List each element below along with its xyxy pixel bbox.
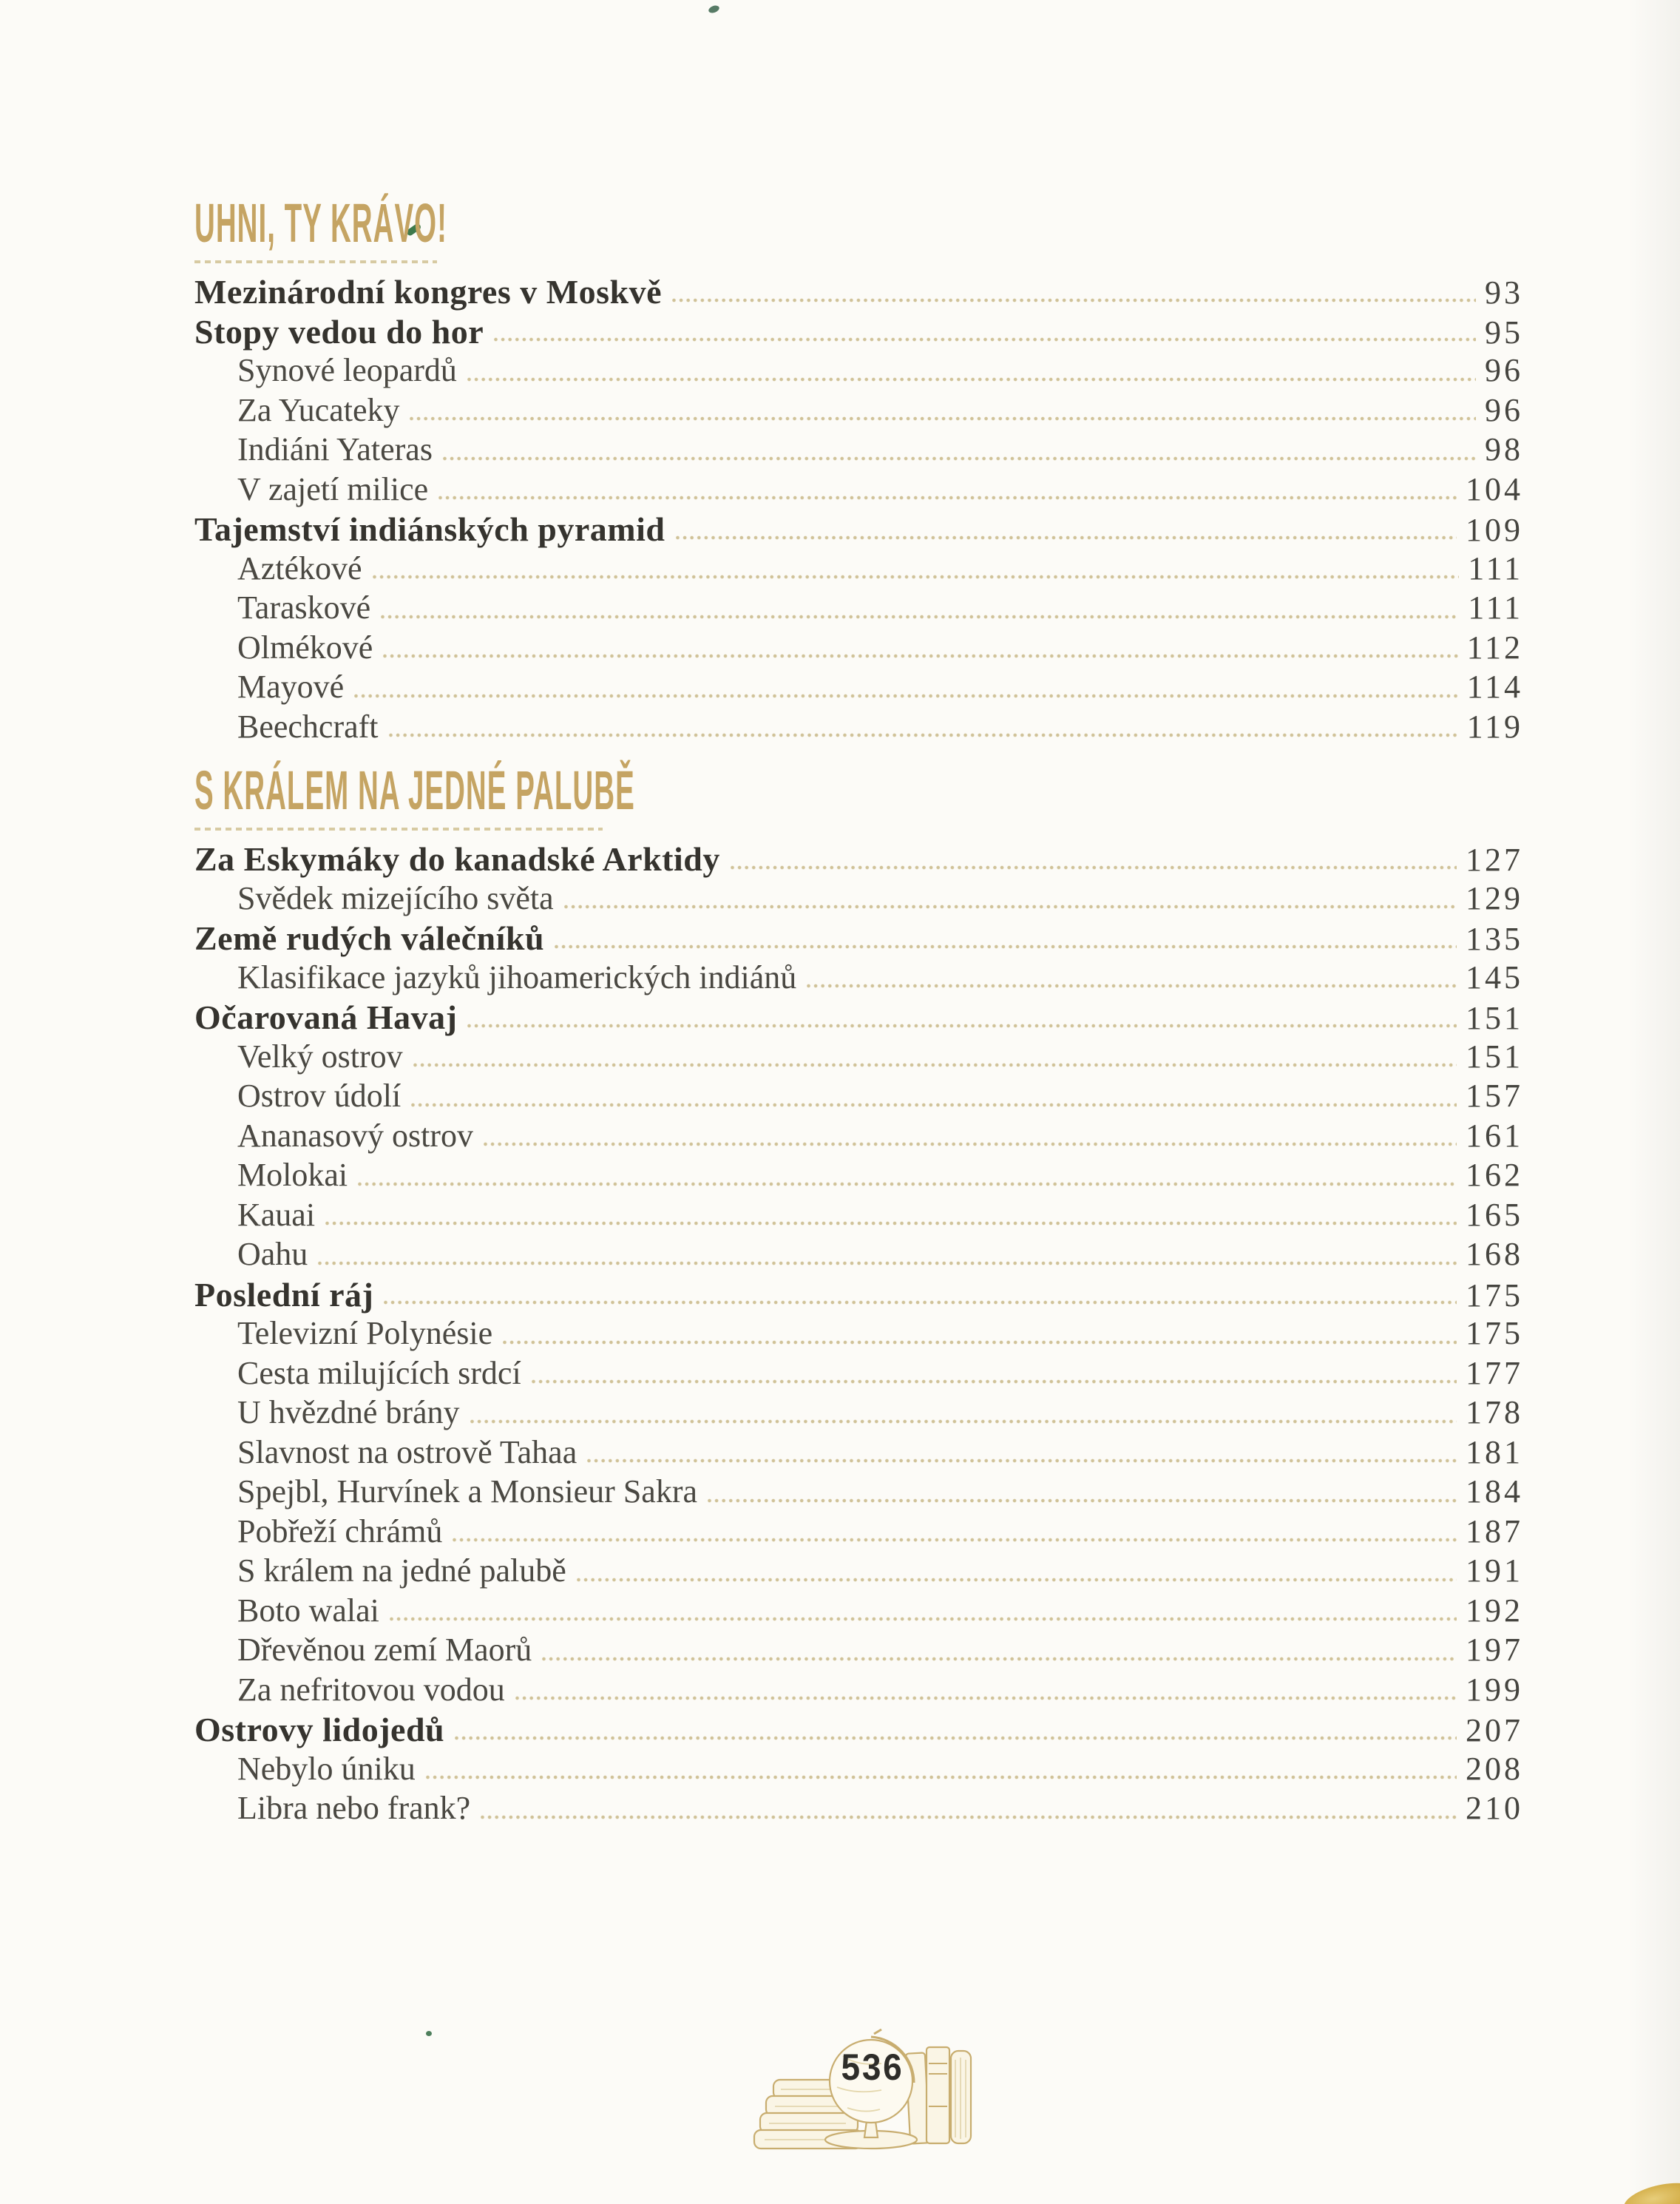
toc-entry — [194, 959, 1523, 998]
toc-entry-page: 161 — [1466, 1117, 1523, 1154]
dot-leader — [383, 654, 1457, 658]
dot-leader — [484, 1142, 1457, 1146]
dot-leader — [708, 1498, 1457, 1503]
toc-entry — [194, 1314, 1523, 1354]
toc-entry — [194, 1592, 1523, 1632]
dot-leader — [384, 1300, 1457, 1305]
toc-entry — [194, 1631, 1523, 1671]
dot-leader — [438, 496, 1457, 500]
toc-entry-page: 112 — [1466, 629, 1523, 666]
dot-leader — [503, 1340, 1457, 1345]
toc-entry-page: 104 — [1466, 470, 1523, 507]
toc-section — [194, 192, 1523, 747]
toc-entry — [194, 1275, 1523, 1315]
toc-entry-title: Televizní Polynésie — [237, 1315, 493, 1351]
dot-leader — [411, 1103, 1457, 1107]
dot-leader — [467, 1024, 1457, 1028]
toc-entry-page: 207 — [1466, 1712, 1523, 1748]
toc-entry-title: Země rudých válečníků — [194, 919, 545, 957]
dot-leader — [481, 1815, 1457, 1819]
toc-entry-page: 199 — [1466, 1671, 1523, 1708]
toc-entry — [194, 879, 1523, 919]
toc-entry-title: Spejbl, Hurvínek a Monsieur Sakra — [237, 1473, 697, 1510]
books-and-globe-illustration — [739, 2019, 983, 2163]
toc-entry-page: 177 — [1466, 1354, 1523, 1391]
toc-entry-page: 168 — [1466, 1236, 1523, 1272]
toc-entry — [194, 1710, 1523, 1750]
toc-entry — [194, 550, 1523, 589]
toc-entry — [194, 470, 1523, 510]
toc-entry-title: Olmékové — [237, 629, 373, 666]
toc-entry-title: Dřevěnou zemí Maorů — [237, 1632, 532, 1668]
toc-entry-title: Mayové — [237, 669, 345, 705]
toc-entry-page: 175 — [1466, 1315, 1523, 1351]
toc-entry — [194, 708, 1523, 748]
toc-entry — [194, 668, 1523, 708]
toc-entries — [194, 839, 1523, 1829]
dot-leader — [426, 1775, 1457, 1779]
toc-entry-title: Za Yucateky — [237, 391, 400, 428]
toc-entry-title: Tajemství indiánských pyramid — [194, 510, 665, 548]
toc-entry-page: 208 — [1466, 1750, 1523, 1787]
toc-section — [194, 760, 1523, 1829]
toc-entry — [194, 430, 1523, 470]
table-of-contents — [194, 0, 1523, 1829]
toc-entry — [194, 510, 1523, 550]
toc-entry-title: Stopy vedou do hor — [194, 312, 484, 351]
toc-entry — [194, 1393, 1523, 1433]
toc-entry — [194, 1433, 1523, 1473]
dot-leader — [455, 1736, 1457, 1740]
toc-entry-title: Slavnost na ostrově Tahaa — [237, 1433, 578, 1470]
dot-leader — [470, 1419, 1457, 1424]
dot-leader — [676, 535, 1457, 540]
page-edge-shading — [1628, 0, 1680, 2204]
toc-entry-title: Aztékové — [237, 550, 362, 587]
toc-entry-title: U hvězdné brány — [237, 1394, 460, 1430]
toc-entry — [194, 1077, 1523, 1117]
corner-ornament — [1621, 2177, 1680, 2204]
toc-entry-title: Nebylo úniku — [237, 1750, 416, 1787]
toc-entry-title: Cesta milujících srdcí — [237, 1354, 521, 1391]
scan-speck — [426, 2031, 432, 2036]
dot-leader — [542, 1657, 1457, 1661]
toc-entry — [194, 1196, 1523, 1236]
toc-entry — [194, 391, 1523, 431]
dot-leader — [577, 1578, 1457, 1582]
toc-entry-page: 114 — [1466, 669, 1523, 705]
toc-entry-page: 95 — [1485, 314, 1523, 351]
dot-leader — [443, 456, 1476, 461]
dot-leader — [410, 416, 1476, 421]
toc-entry — [194, 1235, 1523, 1275]
section-heading: UHNI, TY KRÁVO! — [194, 192, 447, 254]
dot-leader — [532, 1379, 1457, 1384]
dot-leader — [564, 905, 1457, 909]
dot-leader — [390, 1617, 1457, 1621]
toc-entry-page: 127 — [1466, 842, 1523, 878]
dot-leader — [358, 1182, 1457, 1186]
toc-entry — [194, 1117, 1523, 1157]
toc-entry-title: Boto walai — [237, 1592, 379, 1629]
toc-entry — [194, 1512, 1523, 1552]
toc-entry — [194, 1671, 1523, 1711]
dot-leader — [731, 865, 1457, 870]
toc-entry-page: 151 — [1466, 1038, 1523, 1075]
toc-entry-page: 129 — [1466, 879, 1523, 916]
toc-entry — [194, 629, 1523, 669]
toc-entry-title: Indiáni Yateras — [237, 431, 433, 467]
toc-entry-page: 109 — [1466, 512, 1523, 548]
toc-entry-page: 178 — [1466, 1394, 1523, 1430]
toc-entry — [194, 1750, 1523, 1790]
toc-entry — [194, 351, 1523, 391]
toc-entry-page: 98 — [1485, 431, 1523, 467]
toc-entry-page: 151 — [1466, 1000, 1523, 1036]
toc-entry — [194, 1552, 1523, 1592]
dot-leader — [453, 1538, 1457, 1542]
dot-leader — [672, 298, 1476, 302]
toc-entry-title: Poslední ráj — [194, 1275, 374, 1314]
toc-entry-page: 157 — [1466, 1078, 1523, 1114]
toc-entry-page: 135 — [1466, 921, 1523, 957]
dot-leader — [318, 1261, 1457, 1265]
dot-leader — [325, 1221, 1457, 1226]
toc-entry-title: Kauai — [237, 1196, 316, 1233]
toc-entry-title: Beechcraft — [237, 708, 379, 745]
toc-entry-title: V zajetí milice — [237, 470, 429, 507]
toc-entry-page: 111 — [1468, 550, 1523, 587]
toc-entry — [194, 1789, 1523, 1829]
dot-leader — [373, 575, 1460, 579]
toc-entry-page: 192 — [1466, 1592, 1523, 1629]
toc-entry-page: 162 — [1466, 1157, 1523, 1193]
dot-leader — [413, 1063, 1457, 1067]
toc-entry-title: Synové leopardů — [237, 352, 457, 388]
toc-entry-title: Velký ostrov — [237, 1038, 403, 1075]
dot-leader — [389, 733, 1458, 737]
toc-entry-page: 96 — [1485, 352, 1523, 388]
toc-entry-page: 145 — [1466, 959, 1523, 995]
footer-ornament — [739, 2019, 983, 2163]
toc-entry-page: 96 — [1485, 391, 1523, 428]
toc-entry — [194, 1038, 1523, 1078]
toc-entry — [194, 312, 1523, 352]
toc-entry-title: Svědek mizejícího světa — [237, 879, 554, 916]
dot-leader — [555, 944, 1457, 949]
section-heading: S KRÁLEM NA JEDNÉ PALUBĚ — [194, 760, 635, 821]
toc-entry-page: 165 — [1466, 1196, 1523, 1233]
toc-entry-title: S králem na jedné palubě — [237, 1552, 566, 1589]
toc-entry — [194, 1354, 1523, 1394]
toc-entry-page: 181 — [1466, 1433, 1523, 1470]
dot-leader — [494, 337, 1476, 342]
toc-entry-title: Pobřeží chrámů — [237, 1512, 443, 1549]
toc-entry-title: Mezinárodní kongres v Moskvě — [194, 273, 663, 311]
dot-leader — [354, 694, 1457, 698]
toc-entry-title: Taraskové — [237, 589, 371, 626]
toc-entry-page: 119 — [1466, 708, 1523, 745]
toc-entry-page: 210 — [1466, 1790, 1523, 1826]
toc-entry-title: Za Eskymáky do kanadské Arktidy — [194, 840, 720, 878]
toc-entry-page: 191 — [1466, 1552, 1523, 1589]
heading-underline-dashes — [194, 828, 603, 831]
toc-entry — [194, 272, 1523, 312]
dot-leader — [515, 1696, 1457, 1700]
toc-entry-page: 184 — [1466, 1473, 1523, 1510]
toc-entry — [194, 1156, 1523, 1196]
dot-leader — [587, 1458, 1457, 1463]
toc-entry-title: Libra nebo frank? — [237, 1790, 471, 1826]
toc-entry-title: Molokai — [237, 1157, 348, 1193]
toc-entry — [194, 998, 1523, 1038]
dot-leader — [381, 615, 1459, 619]
toc-entry-title: Ananasový ostrov — [237, 1117, 473, 1154]
heading-underline-dashes — [194, 260, 437, 263]
toc-entry-page: 93 — [1485, 274, 1523, 311]
toc-entry — [194, 919, 1523, 959]
toc-entries — [194, 272, 1523, 747]
page-number: 536 — [841, 2046, 904, 2088]
toc-entry — [194, 1473, 1523, 1512]
toc-entry-title: Očarovaná Havaj — [194, 998, 458, 1036]
toc-entry — [194, 589, 1523, 629]
toc-entry-page: 175 — [1466, 1277, 1523, 1314]
toc-entry-title: Oahu — [237, 1236, 308, 1272]
dot-leader — [467, 377, 1476, 382]
toc-entry-title: Ostrovy lidojedů — [194, 1711, 445, 1748]
toc-entry-page: 111 — [1468, 589, 1523, 626]
toc-entry-title: Klasifikace jazyků jihoamerických indiánů — [237, 959, 797, 995]
toc-entry-title: Ostrov údolí — [237, 1078, 402, 1114]
toc-entry-page: 197 — [1466, 1632, 1523, 1668]
dot-leader — [807, 984, 1457, 988]
toc-entry-page: 187 — [1466, 1512, 1523, 1549]
toc-entry-title: Za nefritovou vodou — [237, 1671, 505, 1708]
toc-entry — [194, 839, 1523, 879]
